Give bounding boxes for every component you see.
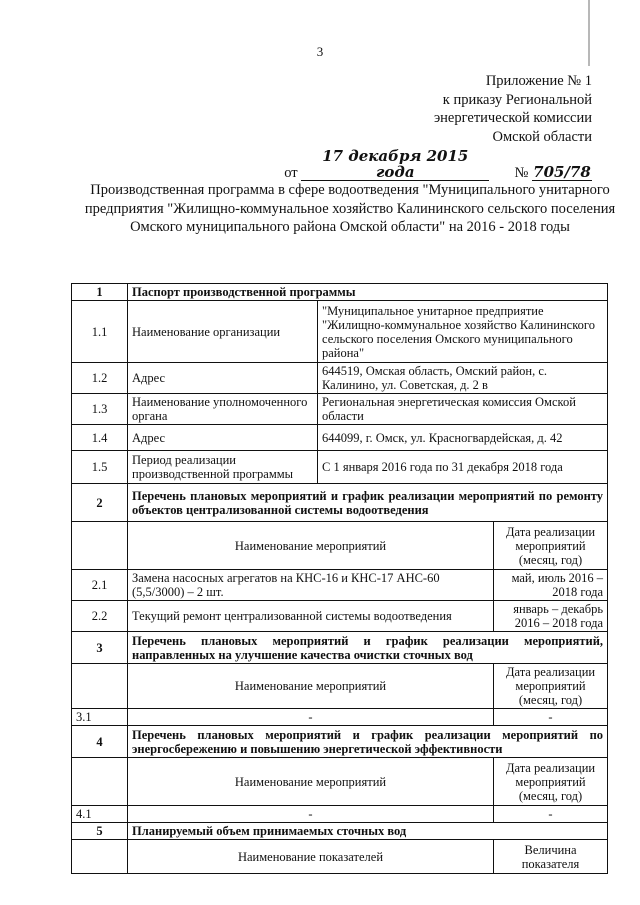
page-number: 3: [316, 44, 324, 59]
section-number: 2: [72, 484, 128, 522]
row-name: Замена насосных агрегатов на КНС-16 и КНС-17 АНС-60 (5,5/3000) – 2 шт.: [128, 570, 494, 601]
section-title: Перечень плановых мероприятий и график реализации мероприятий, направленных на улучшение качества очистки сточных вод: [128, 632, 608, 664]
column-header-date: Дата реализации мероприятий (месяц, год): [494, 522, 608, 570]
column-header-row: [72, 758, 608, 806]
column-header-name: Наименование мероприятий: [128, 522, 494, 570]
row-label: Период реализации производственной программы: [128, 451, 318, 484]
column-header-row: [72, 522, 608, 570]
row-date: январь – декабрь 2016 – 2018 года: [494, 601, 608, 632]
section-row: [72, 726, 608, 758]
section-row: [72, 823, 608, 840]
column-header-value: Величина показателя: [494, 840, 608, 874]
section-title: Паспорт производственной программы: [128, 284, 608, 301]
row-number: 2.1: [72, 570, 128, 601]
row-number: 3.1: [72, 709, 128, 726]
row-label: Наименование уполномоченного органа: [128, 394, 318, 425]
table-row: [72, 806, 608, 823]
from-label: от: [284, 165, 298, 181]
section-title: Перечень плановых мероприятий и график реализации мероприятий по энергосбережению и повышению энергетической эффективности: [128, 726, 608, 758]
section-row: [72, 284, 608, 301]
row-label: Адрес: [128, 425, 318, 451]
section-number: 4: [72, 726, 128, 758]
program-table: [71, 283, 608, 874]
row-value: С 1 января 2016 года по 31 декабря 2018 года: [318, 451, 608, 484]
handwritten-date: 17 декабря 2015 года: [301, 148, 489, 181]
table-row: [72, 394, 608, 425]
table-row: [72, 709, 608, 726]
row-label: Адрес: [128, 363, 318, 394]
section-title: Планируемый объем принимаемых сточных вод: [128, 823, 608, 840]
column-header-name: Наименование мероприятий: [128, 664, 494, 709]
row-date: май, июль 2016 – 2018 года: [494, 570, 608, 601]
row-value: 644519, Омская область, Омский район, с. Калинино, ул. Советская, д. 2 в: [318, 363, 608, 394]
handwritten-number: 705/78: [533, 163, 591, 181]
table-row: [72, 451, 608, 484]
table-row: [72, 301, 608, 363]
column-header-row: [72, 840, 608, 874]
appendix-line-2: к приказу Региональной: [442, 91, 592, 108]
section-row: [72, 632, 608, 664]
row-label: Наименование организации: [128, 301, 318, 363]
table-row: [72, 363, 608, 394]
section-number: 1: [72, 284, 128, 301]
row-value: 644099, г. Омск, ул. Красногвардейская, д. 42: [318, 425, 608, 451]
row-name: -: [128, 806, 494, 823]
row-number: 1.4: [72, 425, 128, 451]
row-number: 1.3: [72, 394, 128, 425]
appendix-line-1: Приложение № 1: [485, 73, 592, 89]
table-row: [72, 570, 608, 601]
column-header-date: Дата реализации мероприятий (месяц, год): [494, 758, 608, 806]
row-number: 4.1: [72, 806, 128, 823]
row-value: "Муниципальное унитарное предприятие "Жилищно-коммунальное хозяйство Калининского сельского поселения Омского муниципального района": [318, 301, 608, 363]
appendix-line-4: Омской области: [492, 128, 592, 145]
number-label: №: [514, 165, 529, 181]
column-header-name: Наименование мероприятий: [128, 758, 494, 806]
row-value: Региональная энергетическая комиссия Омской области: [318, 394, 608, 425]
table-row: [72, 601, 608, 632]
row-date: -: [494, 709, 608, 726]
row-date: -: [494, 806, 608, 823]
order-date-number: [284, 148, 592, 183]
section-number: 5: [72, 823, 128, 840]
program-title: Производственная программа в сфере водоотведения "Муниципального унитарного предприятия "Жилищно-коммунальное хозяйство Калининского сельского поселения Омского муниципального района Омской области" на 2016 - 2018 годы: [84, 182, 616, 235]
row-number: 1.5: [72, 451, 128, 484]
column-header-name: Наименование показателей: [128, 840, 494, 874]
appendix-header: [284, 72, 592, 183]
section-title: Перечень плановых мероприятий и график реализации мероприятий по ремонту объектов централизованной системы водоотведения: [128, 484, 608, 522]
column-header-row: [72, 664, 608, 709]
row-number: 1.1: [72, 301, 128, 363]
row-number: 2.2: [72, 601, 128, 632]
row-name: Текущий ремонт централизованной системы водоотведения: [128, 601, 494, 632]
appendix-line-3: энергетической комиссии: [433, 110, 592, 126]
section-number: 3: [72, 632, 128, 664]
row-name: -: [128, 709, 494, 726]
row-number: 1.2: [72, 363, 128, 394]
table-row: [72, 425, 608, 451]
section-row: [72, 484, 608, 522]
column-header-date: Дата реализации мероприятий (месяц, год): [494, 664, 608, 709]
